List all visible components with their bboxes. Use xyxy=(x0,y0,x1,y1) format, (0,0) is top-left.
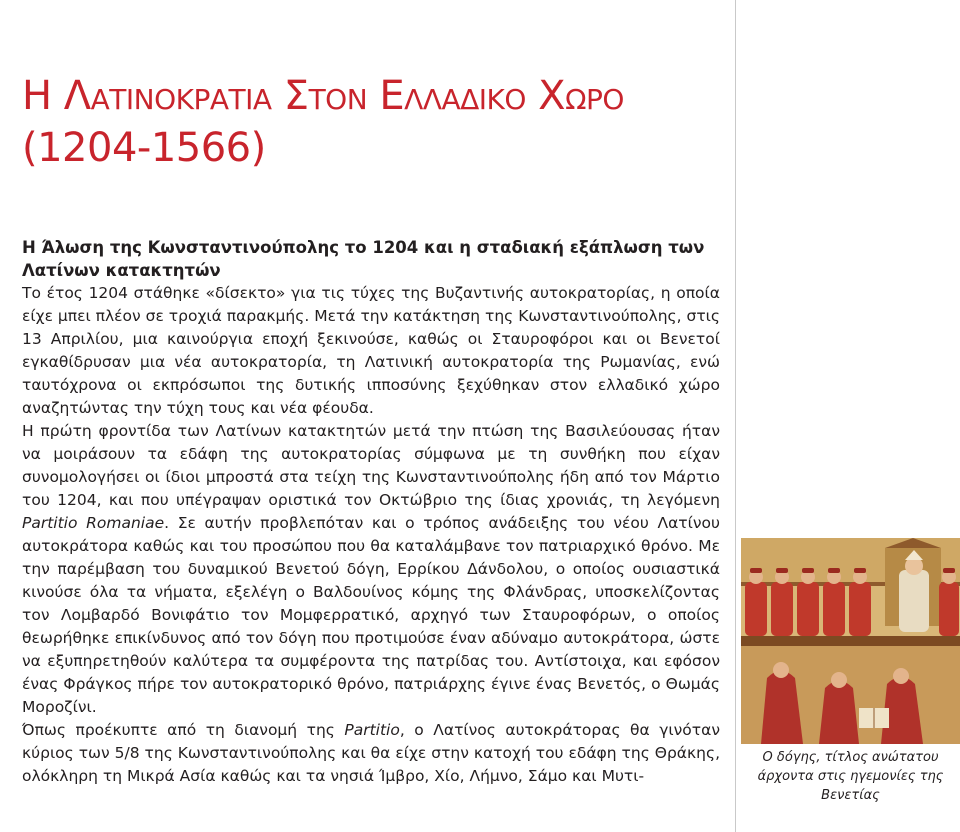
partitio-romaniae-term: Partitio Romaniae xyxy=(22,514,165,532)
paragraph-2: Η πρώτη φροντίδα των Λατίνων κατακτητών μετά την πτώση της Βασιλεύουσας ήταν να μοιράσουν τα εδάφη της αυτοκρατορίας σύμφωνα με τη συνθήκη που είχαν συνομολογήσει οι ίδιοι μπροστά στα τείχη της Κωνσταντινούπολης ήδη από τον Μάρτιο του 1204, και που υπέγραψαν οριστικά τον Οκτώβριο της ίδιας χρονιάς, τη λεγόμενη Partitio Romaniae. Σε αυτήν προβλεπόταν και ο τρόπος ανάδειξης του νέου Λατίνου αυτοκράτορα καθώς και του προσώπου που θα καταλάμβανε τον πατριαρχικό θρόνο. Με την παρέμβαση του δυναμικού Βενετού δόγη, Ερρίκου Δάνδολου, ο οποίος ουσιαστικά κινούσε όλα τα νήματα, εξελέγη ο Βαλδουίνος κόμης της Φλάνδρας, υποσκελίζοντας τον Λομβαρδό Βονιφάτιο τον Μομφερρατικό, αρχηγό των Σταυροφόρων, ο οποίος θεωρήθηκε επικίνδυνος από τον δόγη που προτιμούσε έναν αδύναμο αυτοκράτορα, ώστε να εξυπηρετηθούν καλύτερα τα συμφέροντα της πατρίδας του. Αντίστοιχα, και εφόσον ένας Φράγκος πήρε τον αυτοκρατορικό θρόνο, πατριάρχης έγινε ένας Βενετός, ο Θωμάς Μοροζίνι. xyxy=(22,422,720,716)
title-dates: (1204-1566) xyxy=(22,125,266,171)
doge-council-miniature-painting xyxy=(741,538,960,744)
paragraph-3: Όπως προέκυπτε από τη διανομή της Partitio, ο Λατίνος αυτοκράτορας θα γινόταν κύριος των 5/8 της Κωνσταντινούπολης και θα είχε στην κατοχή του εδάφη της Θράκης, ολόκληρη τη Μικρά Ασία καθώς και τα νησιά Ίμβρο, Χίο, Λήμνο, Σάμο και Μυτι- xyxy=(22,721,720,785)
figure-caption: Ο δόγης, τίτλος ανώτατου άρχοντα στις ηγεμονίες της Βενετίας xyxy=(757,750,944,803)
partitio-term: Partitio xyxy=(344,721,400,739)
page-title xyxy=(22,70,722,174)
column-divider xyxy=(735,0,736,832)
paragraph-1: Το έτος 1204 στάθηκε «δίσεκτο» για τις τύχες της Βυζαντινής αυτοκρατορίας, η οποία είχε μπει πλέον σε τροχιά παρακμής. Μετά την κατάκτηση της Κωνσταντινούπολης, στις 13 Απριλίου, μια καινούργια εποχή ξεκινούσε, καθώς οι Σταυροφόροι και οι Βενετοί εγκαθίδρυσαν μια νέα αυτοκρατορία, τη Λατινική αυτοκρατορία της Ρωμανίας, ενώ ταυτόχρονα οι εκπρόσωποι της δυτικής ιπποσύνης ξεχύθηκαν στον ελλαδικό χώρο αναζητώντας την τύχη τους και νέα φέουδα. xyxy=(22,284,720,417)
article-body xyxy=(22,236,720,788)
section-heading: Η Άλωση της Κωνσταντινούπολης το 1204 και η σταδιακή εξάπλωση των Λατίνων κατακτητών xyxy=(22,238,705,280)
title-line-1: Η Λατινοκρατια Στον Ελλαδικο Χωρο xyxy=(22,73,624,119)
